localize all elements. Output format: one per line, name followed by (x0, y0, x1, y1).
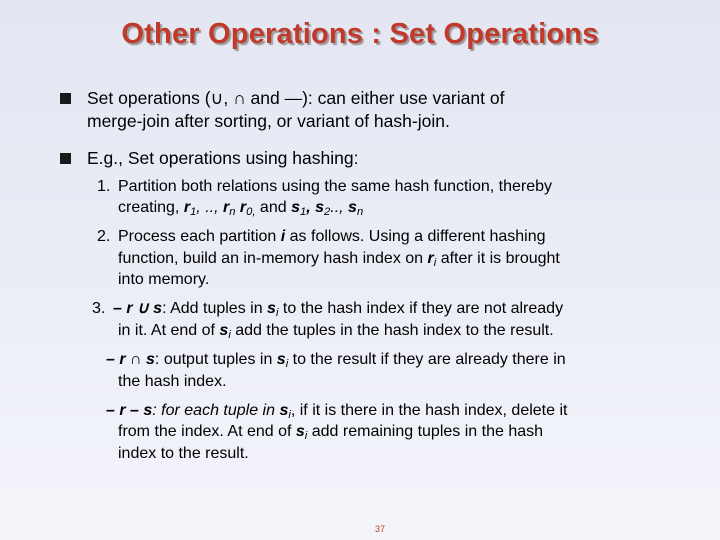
item-4-line-2: the hash index. (118, 373, 227, 390)
item-2-line-3: into memory. (118, 271, 210, 288)
item-1-line-2: creating, $r_1$, .., $r_n$ $r_{0,}$ and $s_1$, $s_2$.., $s_n$ (118, 199, 364, 218)
item-1-line-1: 1. Partition both relations using the same hash function, thereby (97, 178, 553, 195)
item-3-line-1: 3. – r ∪ s: Add tuples in $s_i$ to the hash index if they are not already (92, 300, 564, 319)
item-4-line-1: – r ∩ s: output tuples in $s_i$ to the result if they are already there in (106, 351, 566, 370)
bullet-1-line-1: Set operations (∪, ∩ and —): can either use variant of (87, 88, 505, 108)
slide-title: Other Operations : Set Operations (121, 18, 599, 50)
item-3-line-2: in it. At end of $s_i$ add the tuples in the hash index to the result. (118, 322, 554, 341)
item-5-line-2: from the index. At end of $s_i$ add remaining tuples in the hash (118, 423, 544, 442)
bullet-1-line-2: merge-join after sorting, or variant of hash-join. (87, 111, 450, 131)
item-5-line-3: index to the result. (118, 445, 249, 462)
page-number: 37 (374, 524, 385, 534)
item-5-line-1: – r – s: for each tuple in $s_i$, if it is there in the hash index, delete it (106, 402, 568, 421)
bullet-marker (60, 93, 71, 104)
item-2-line-2: function, build an in-memory hash index on $r_i$ after it is brought (118, 250, 560, 269)
bullet-2-text: E.g., Set operations using hashing: (87, 148, 359, 168)
item-2-line-1: 2. Process each partition i as follows. Using a different hashing (97, 228, 546, 245)
bullet-marker (60, 153, 71, 164)
